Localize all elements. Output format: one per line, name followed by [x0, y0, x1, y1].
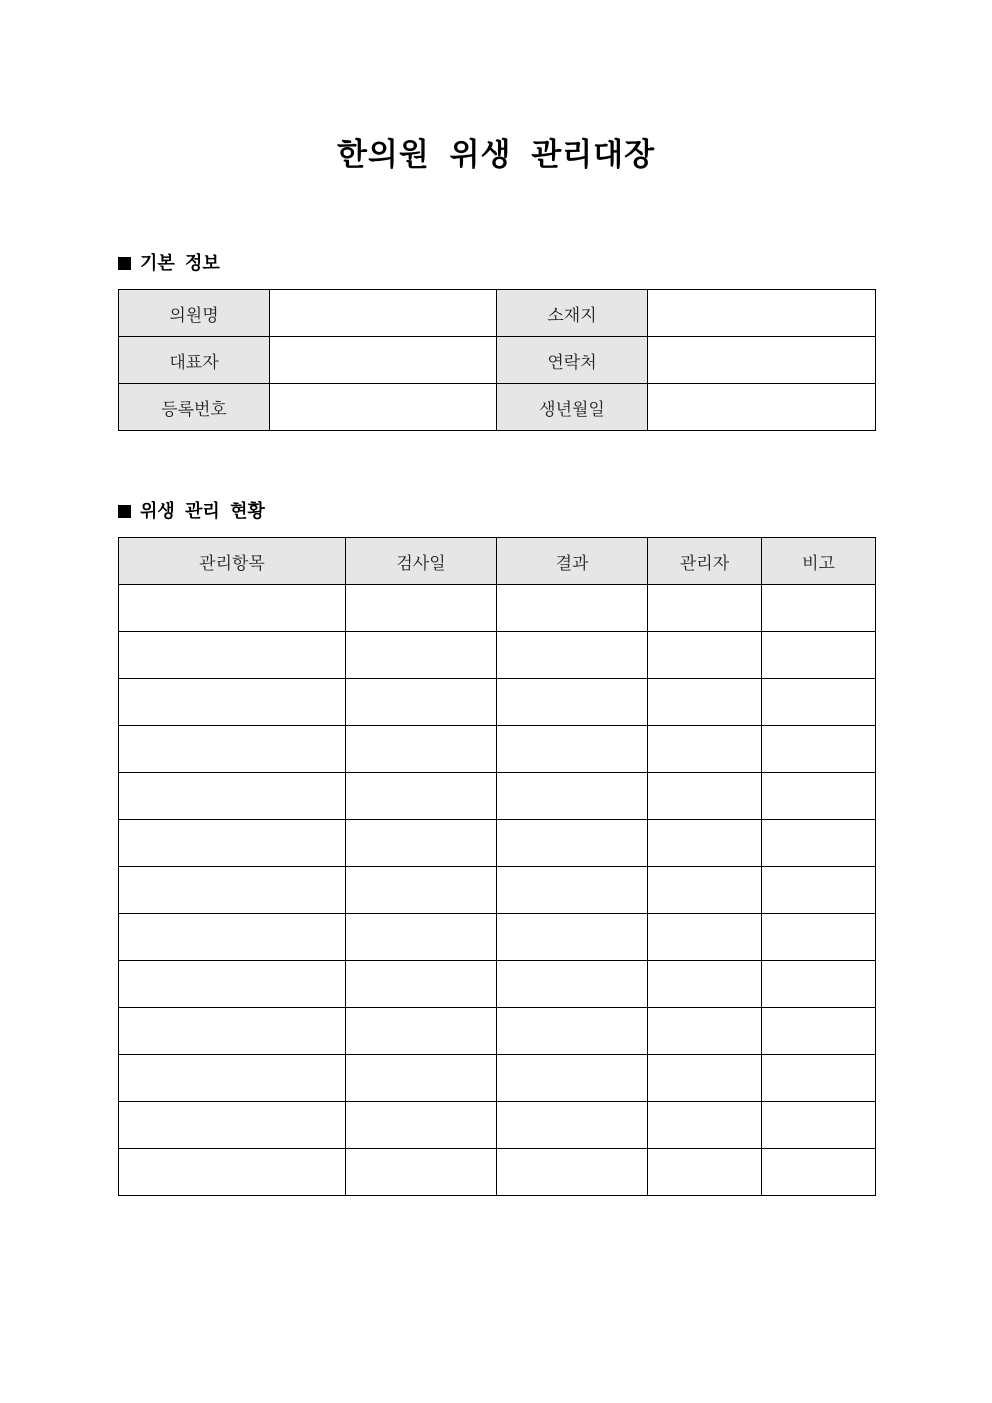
result-cell[interactable]	[497, 773, 648, 820]
table-row	[119, 1102, 876, 1149]
inspection-date-cell[interactable]	[346, 726, 497, 773]
hygiene-status-body	[119, 585, 876, 1196]
inspection-date-cell[interactable]	[346, 632, 497, 679]
inspection-date-cell[interactable]	[346, 820, 497, 867]
remarks-cell[interactable]	[762, 914, 876, 961]
item-cell[interactable]	[119, 961, 346, 1008]
table-row	[119, 632, 876, 679]
result-cell[interactable]	[497, 867, 648, 914]
item-cell[interactable]	[119, 1102, 346, 1149]
remarks-cell[interactable]	[762, 1102, 876, 1149]
item-cell[interactable]	[119, 914, 346, 961]
remarks-cell[interactable]	[762, 867, 876, 914]
table-row	[119, 1055, 876, 1102]
result-cell[interactable]	[497, 1008, 648, 1055]
item-cell[interactable]	[119, 1149, 346, 1196]
manager-cell[interactable]	[648, 961, 762, 1008]
remarks-cell[interactable]	[762, 820, 876, 867]
result-cell[interactable]	[497, 632, 648, 679]
inspection-date-cell[interactable]	[346, 867, 497, 914]
table-row	[119, 914, 876, 961]
manager-cell[interactable]	[648, 1055, 762, 1102]
manager-cell[interactable]	[648, 1008, 762, 1055]
table-row	[119, 820, 876, 867]
result-cell[interactable]	[497, 1149, 648, 1196]
remarks-cell[interactable]	[762, 961, 876, 1008]
table-row	[119, 679, 876, 726]
table-row	[119, 961, 876, 1008]
basic-info-table	[118, 289, 876, 431]
result-cell[interactable]	[497, 1102, 648, 1149]
inspection-date-cell[interactable]	[346, 1149, 497, 1196]
section-heading-label: 기본 정보	[140, 253, 220, 274]
label-contact: 연락처	[497, 337, 648, 384]
column-header-manager: 관리자	[648, 538, 762, 585]
label-representative: 대표자	[119, 337, 270, 384]
manager-cell[interactable]	[648, 1102, 762, 1149]
column-header-remarks: 비고	[762, 538, 876, 585]
table-row	[119, 290, 876, 337]
inspection-date-cell[interactable]	[346, 585, 497, 632]
item-cell[interactable]	[119, 679, 346, 726]
page-title: 한의원 위생 관리대장	[336, 137, 656, 173]
inspection-date-cell[interactable]	[346, 1008, 497, 1055]
manager-cell[interactable]	[648, 820, 762, 867]
inspection-date-cell[interactable]	[346, 1102, 497, 1149]
item-cell[interactable]	[119, 726, 346, 773]
column-header-item: 관리항목	[119, 538, 346, 585]
inspection-date-cell[interactable]	[346, 961, 497, 1008]
manager-cell[interactable]	[648, 632, 762, 679]
label-clinic-name: 의원명	[119, 290, 270, 337]
remarks-cell[interactable]	[762, 773, 876, 820]
remarks-cell[interactable]	[762, 1008, 876, 1055]
manager-cell[interactable]	[648, 585, 762, 632]
result-cell[interactable]	[497, 679, 648, 726]
result-cell[interactable]	[497, 961, 648, 1008]
manager-cell[interactable]	[648, 679, 762, 726]
hygiene-status-table	[118, 537, 876, 1196]
table-row	[119, 1008, 876, 1055]
table-row	[119, 726, 876, 773]
square-bullet-icon	[118, 257, 131, 270]
result-cell[interactable]	[497, 914, 648, 961]
label-location: 소재지	[497, 290, 648, 337]
item-cell[interactable]	[119, 1008, 346, 1055]
table-row	[119, 585, 876, 632]
item-cell[interactable]	[119, 867, 346, 914]
manager-cell[interactable]	[648, 773, 762, 820]
table-row	[119, 1149, 876, 1196]
square-bullet-icon	[118, 505, 131, 518]
remarks-cell[interactable]	[762, 679, 876, 726]
result-cell[interactable]	[497, 820, 648, 867]
manager-cell[interactable]	[648, 867, 762, 914]
column-header-inspection-date: 검사일	[346, 538, 497, 585]
inspection-date-cell[interactable]	[346, 1055, 497, 1102]
contact-field[interactable]	[648, 337, 876, 384]
item-cell[interactable]	[119, 632, 346, 679]
representative-field[interactable]	[270, 337, 497, 384]
label-birth-date: 생년월일	[497, 384, 648, 431]
birth-date-field[interactable]	[648, 384, 876, 431]
section-heading-hygiene-status	[118, 500, 265, 524]
label-registration-number: 등록번호	[119, 384, 270, 431]
item-cell[interactable]	[119, 820, 346, 867]
remarks-cell[interactable]	[762, 726, 876, 773]
table-row	[119, 867, 876, 914]
inspection-date-cell[interactable]	[346, 773, 497, 820]
result-cell[interactable]	[497, 585, 648, 632]
item-cell[interactable]	[119, 1055, 346, 1102]
section-heading-label: 위생 관리 현황	[140, 501, 265, 522]
table-row	[119, 773, 876, 820]
location-field[interactable]	[648, 290, 876, 337]
remarks-cell[interactable]	[762, 585, 876, 632]
table-header-row	[119, 538, 876, 585]
manager-cell[interactable]	[648, 1149, 762, 1196]
section-heading-basic-info	[118, 252, 220, 276]
result-cell[interactable]	[497, 726, 648, 773]
table-row	[119, 384, 876, 431]
result-cell[interactable]	[497, 1055, 648, 1102]
table-row	[119, 337, 876, 384]
registration-number-field[interactable]	[270, 384, 497, 431]
manager-cell[interactable]	[648, 726, 762, 773]
inspection-date-cell[interactable]	[346, 679, 497, 726]
remarks-cell[interactable]	[762, 1149, 876, 1196]
column-header-result: 결과	[497, 538, 648, 585]
clinic-name-field[interactable]	[270, 290, 497, 337]
remarks-cell[interactable]	[762, 1055, 876, 1102]
manager-cell[interactable]	[648, 914, 762, 961]
remarks-cell[interactable]	[762, 632, 876, 679]
inspection-date-cell[interactable]	[346, 914, 497, 961]
item-cell[interactable]	[119, 773, 346, 820]
item-cell[interactable]	[119, 585, 346, 632]
